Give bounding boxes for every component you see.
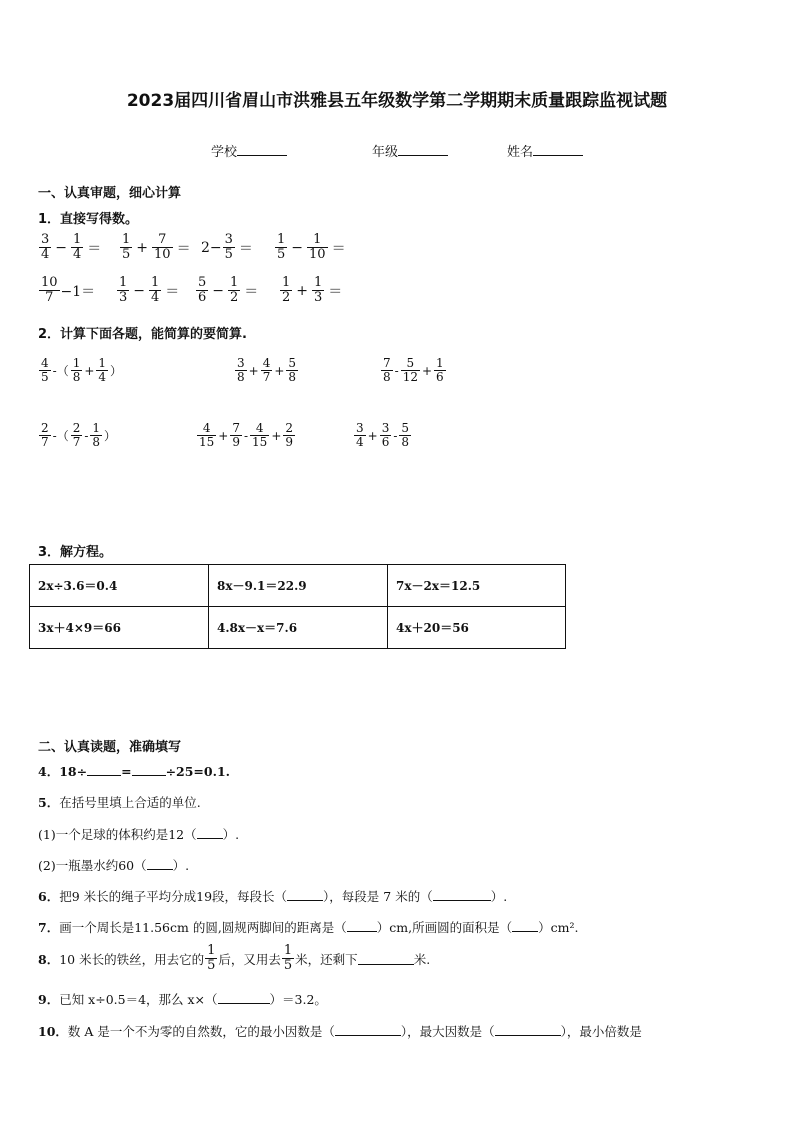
q8-text-a: 10 米长的铁丝，用去它的 [59, 951, 205, 967]
q1-item-6 [116, 276, 182, 305]
q10-blank-1[interactable] [335, 1023, 401, 1036]
name-blank[interactable] [533, 143, 583, 156]
q2-expr-5: $\frac{4}{15}$ + $\frac{7}{9}$ - $\frac{4}{15}$ + $\frac{2}{9}$ [199, 421, 294, 449]
operator: + [136, 239, 149, 256]
frac-den: 4 [41, 247, 50, 262]
name-label: 姓名 [507, 145, 534, 160]
frac-num: 3 [224, 232, 233, 247]
frac-den: 5 [277, 247, 286, 262]
expr-prefix: 2− [201, 239, 222, 256]
q8-text-d: 米. [413, 951, 431, 967]
equation-cell: 8x－9.1＝22.9 [209, 565, 388, 607]
q2-label: 2．计算下面各题，能简算的要简算. [38, 327, 247, 342]
q5 [38, 793, 201, 811]
frac-den: 7 [45, 290, 54, 305]
name-field[interactable] [507, 141, 583, 160]
school-blank[interactable] [237, 143, 287, 156]
frac-num: 1 [151, 275, 160, 290]
q7-text-b: ）cm,所画圆的面积是（ [376, 920, 513, 935]
q5-2-blank[interactable] [147, 857, 173, 870]
operator: + [296, 282, 309, 299]
school-field[interactable] [211, 141, 287, 160]
q8-fraction-2: $\frac{1}{5}$ [283, 943, 293, 973]
q8-text-c: 米，还剩下 [295, 951, 358, 967]
q7-blank-1[interactable] [347, 919, 377, 932]
equation-cell: 7x－2x＝12.5 [388, 565, 566, 607]
frac-num: 10 [41, 275, 58, 290]
equals: ＝ [331, 240, 346, 257]
equals: ＝ [87, 240, 102, 257]
frac-den: 4 [151, 290, 160, 305]
q7-blank-2[interactable] [512, 919, 538, 932]
table-row [30, 565, 566, 607]
equals: ＝ [165, 283, 180, 300]
frac-num: 1 [277, 232, 286, 247]
frac-num: 1 [73, 232, 82, 247]
q7 [38, 918, 578, 936]
equation-cell: 3x＋4×9＝66 [30, 607, 209, 649]
frac-num: 1 [314, 275, 323, 290]
q10-text-b: ），最大因数是（ [400, 1024, 495, 1039]
frac-num: 1 [313, 232, 322, 247]
q1-item-1 [38, 233, 104, 262]
q10-text-c: ），最小倍数是 [560, 1024, 642, 1039]
q4-text-a: 18÷ [59, 764, 88, 779]
equals: ＝ [328, 283, 343, 300]
frac-num: 1 [230, 275, 239, 290]
grade-label: 年级 [372, 145, 399, 160]
operator: − [212, 282, 225, 299]
q1-item-4 [274, 233, 349, 262]
q1-item-5 [38, 276, 95, 305]
q5-2-text-b: ）. [172, 858, 190, 873]
q6 [38, 887, 507, 905]
q5-part-2 [38, 856, 189, 874]
q5-1-text-a: (1)一个足球的体积约是12（ [38, 827, 197, 842]
grade-field[interactable] [372, 141, 448, 160]
frac-den: 10 [154, 247, 171, 262]
q8-fraction-1: $\frac{1}{5}$ [207, 943, 216, 973]
frac-num: 1 [122, 232, 131, 247]
frac-den: 5 [224, 247, 233, 262]
section1-heading: 一、认真审题，细心计算 [38, 186, 182, 201]
frac-den: 10 [309, 247, 326, 262]
frac-num: 5 [198, 275, 207, 290]
q2-expr-4: $\frac{2}{7}$ -（ $\frac{2}{7}$ - $\frac{1}{8}$ ） [41, 421, 117, 449]
q5-1-text-b: ）. [222, 827, 240, 842]
equals: ＝ [176, 240, 191, 257]
frac-num: 3 [41, 232, 50, 247]
frac-num: 1 [282, 275, 291, 290]
q9-text-b: ）＝3.2。 [269, 992, 327, 1007]
q5-text: 在括号里填上合适的单位. [59, 795, 201, 810]
q2-expr-3: $\frac{7}{8}$ - $\frac{5}{12}$ + $\frac{1}{6}$ [383, 356, 444, 384]
q5-1-blank[interactable] [197, 826, 223, 839]
section2-heading: 二、认真读题，准确填写 [38, 740, 182, 755]
q8-blank[interactable] [358, 952, 414, 965]
frac-num: 7 [158, 232, 167, 247]
q2-expr-1: $\frac{4}{5}$ -（ $\frac{1}{8}$ + $\frac{1}{4}$ ） [41, 356, 123, 384]
q7-text-a: 画一个周长是11.56cm 的圆,圆规两脚间的距离是（ [59, 920, 347, 935]
frac-den: 5 [122, 247, 131, 262]
frac-num: 1 [119, 275, 128, 290]
equation-cell: 2x÷3.6＝0.4 [30, 565, 209, 607]
q6-number: 6． [38, 889, 60, 904]
frac-den: 6 [198, 290, 207, 305]
grade-blank[interactable] [398, 143, 448, 156]
q5-2-text-a: (2)一瓶墨水约60（ [38, 858, 147, 873]
q6-blank-1[interactable] [287, 888, 323, 901]
q5-part-1 [38, 825, 239, 843]
operator: − [291, 239, 304, 256]
q10 [38, 1022, 642, 1040]
q3-label: 3．解方程。 [38, 545, 113, 560]
operator: − [133, 282, 146, 299]
q8-text-b: 后，又用去 [218, 951, 281, 967]
q6-blank-2[interactable] [433, 888, 491, 901]
q8-number: 8． [38, 951, 60, 967]
equation-cell: 4x＋20＝56 [388, 607, 566, 649]
q7-number: 7． [38, 920, 60, 935]
q6-text-b: ），每段是 7 米的（ [323, 889, 433, 904]
q4 [38, 762, 230, 780]
table-row [30, 607, 566, 649]
frac-den: 2 [230, 290, 239, 305]
q1-item-8 [279, 276, 345, 305]
q1-item-2 [119, 233, 194, 262]
expr-suffix: −1＝ [60, 283, 96, 300]
page-title: 2023届四川省眉山市洪雅县五年级数学第二学期期末质量跟踪监视试题 [126, 91, 668, 111]
q10-text-a: 数 A 是一个不为零的自然数，它的最小因数是（ [67, 1024, 335, 1039]
frac-den: 4 [73, 247, 82, 262]
q10-number: 10． [38, 1024, 68, 1039]
q1-item-3 [201, 233, 256, 262]
q4-blank-2[interactable] [132, 763, 166, 776]
q4-blank-1[interactable] [87, 763, 121, 776]
q1-label: 1．直接写得数。 [38, 212, 139, 227]
q5-number: 5． [38, 795, 60, 810]
frac-den: 3 [119, 290, 128, 305]
frac-den: 3 [314, 290, 323, 305]
q2-expr-2: $\frac{3}{8}$ + $\frac{4}{7}$ + $\frac{5}{8}$ [237, 356, 297, 384]
q2-expr-6: $\frac{3}{4}$ + $\frac{3}{6}$ - $\frac{5}{8}$ [356, 421, 410, 449]
q8 [38, 944, 430, 973]
equation-table [29, 564, 566, 649]
q7-text-c: ）cm². [538, 920, 579, 935]
operator: − [55, 239, 68, 256]
q6-text-a: 把9 米长的绳子平均分成19段，每段长（ [59, 889, 288, 904]
equals: ＝ [244, 283, 259, 300]
q6-text-c: ）. [490, 889, 508, 904]
q4-text-b: = [121, 764, 132, 779]
q9-number: 9． [38, 992, 60, 1007]
equation-cell: 4.8x－x＝7.6 [209, 607, 388, 649]
q4-number: 4． [38, 764, 60, 779]
q9-blank[interactable] [218, 991, 270, 1004]
q9 [38, 990, 327, 1008]
frac-den: 2 [282, 290, 291, 305]
q10-blank-2[interactable] [495, 1023, 561, 1036]
school-label: 学校 [211, 145, 238, 160]
equals: ＝ [238, 240, 253, 257]
q1-item-7 [195, 276, 261, 305]
q9-text-a: 已知 x÷0.5＝4，那么 x×（ [59, 992, 218, 1007]
q4-text-c: ÷25=0.1. [165, 764, 231, 779]
